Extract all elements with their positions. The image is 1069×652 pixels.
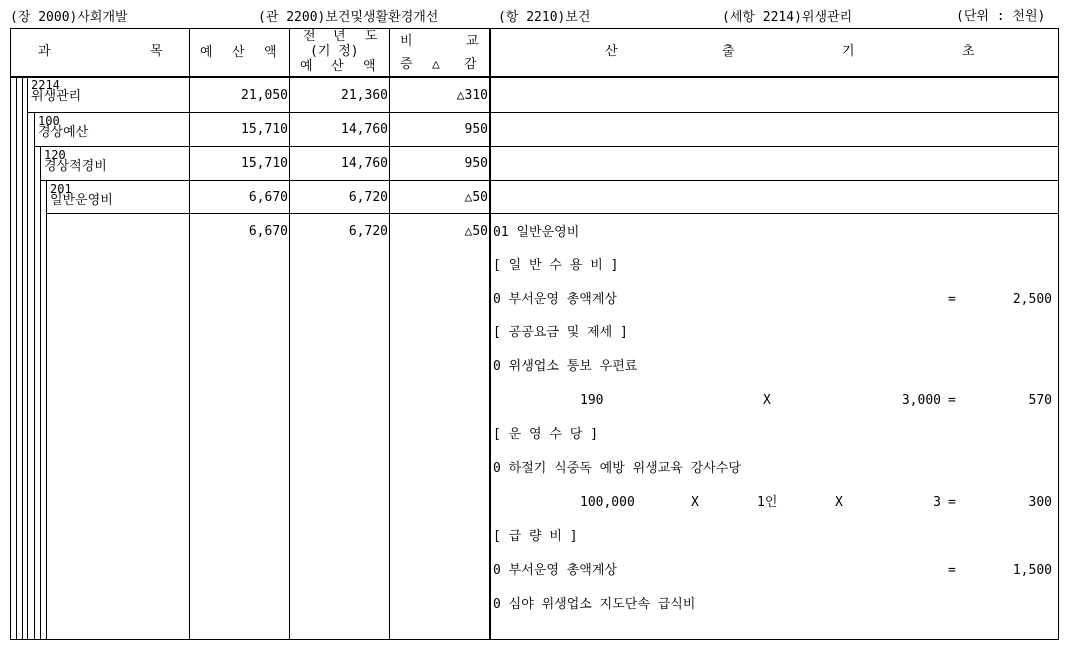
nesting-line	[34, 112, 35, 639]
section-label: (관 2200)보건및생활환경개선	[258, 10, 439, 25]
col-divider	[189, 28, 190, 640]
detail-prev: 6,720	[348, 224, 388, 239]
header-basis-1: 산	[605, 44, 618, 59]
header-prev-1a: 전	[303, 29, 316, 44]
item-label: (항 2210)보건	[498, 10, 591, 25]
basis-amount: 2,500	[1012, 292, 1052, 307]
table-top-border	[10, 28, 1059, 29]
basis-line: 0 하절기 식중독 예방 위생교육 강사수당	[493, 461, 741, 476]
nesting-line	[46, 180, 47, 639]
basis-equals: =	[948, 393, 956, 408]
basis-unit-price: 3,000	[901, 393, 941, 408]
table-right-border	[1058, 28, 1059, 640]
table-row-name	[44, 150, 107, 172]
row-prev: 14,760	[341, 122, 388, 137]
header-compare-1b: 교	[466, 34, 479, 49]
row-code: 100	[38, 114, 60, 128]
table-row-name	[31, 80, 81, 102]
basis-line: [ 공공요금 및 제세 ]	[493, 325, 628, 340]
row-budget: 15,710	[241, 122, 288, 137]
row-title: 경상예산	[38, 125, 89, 140]
detail-budget: 6,670	[248, 224, 288, 239]
row-diff: △310	[456, 88, 488, 103]
basis-equals: =	[948, 495, 956, 510]
header-basis-4: 초	[962, 44, 975, 59]
basis-line: [ 급 량 비 ]	[493, 529, 578, 544]
basis-line: [ 운 영 수 당 ]	[493, 427, 599, 442]
header-prev-1c: 도	[365, 29, 378, 44]
basis-unit-price: 100,000	[580, 495, 635, 510]
basis-line: 0 부서운영 총액계상	[493, 563, 617, 578]
table-left-border	[10, 28, 11, 639]
header-gwamok-2: 목	[150, 44, 163, 59]
basis-equals: =	[948, 563, 956, 578]
row-prev: 21,360	[341, 88, 388, 103]
basis-times: X	[835, 495, 843, 510]
subitem-label: (세항 2214)위생관리	[722, 10, 853, 25]
row-diff: 950	[464, 156, 488, 171]
col-divider	[389, 28, 390, 640]
header-compare-2c: 감	[464, 57, 477, 72]
header-prev-3c: 액	[363, 59, 376, 74]
table-row-name	[50, 184, 113, 206]
basis-amount: 300	[1028, 495, 1052, 510]
nesting-line	[27, 76, 28, 639]
row-budget: 21,050	[241, 88, 288, 103]
basis-persons: 1인	[757, 495, 778, 510]
basis-line: 0 부서운영 총액계상	[493, 292, 617, 307]
header-budget-2: 산	[232, 45, 245, 60]
basis-line: 0 심야 위생업소 지도단속 급식비	[493, 597, 696, 612]
row-prev: 6,720	[348, 190, 388, 205]
row-prev: 14,760	[341, 156, 388, 171]
row-divider	[47, 213, 1059, 214]
row-divider	[27, 112, 1059, 113]
header-budget-1: 예	[200, 45, 213, 60]
header-prev-1b: 년	[333, 29, 346, 44]
header-bottom-border	[10, 76, 1059, 78]
header-compare-2b: △	[432, 57, 440, 72]
header-basis-3: 기	[842, 44, 855, 59]
row-title: 일반운영비	[50, 193, 113, 208]
row-code: 201	[50, 182, 72, 196]
basis-amount: 1,500	[1012, 563, 1052, 578]
nesting-line	[16, 76, 17, 639]
header-gwamok-1: 과	[38, 44, 51, 59]
header-basis-2: 출	[722, 44, 735, 59]
row-budget: 6,670	[248, 190, 288, 205]
row-code: 120	[44, 148, 66, 162]
unit-label: (단위 : 천원)	[956, 9, 1046, 24]
row-diff: △50	[464, 190, 488, 205]
header-prev-2: (기 정)	[310, 44, 359, 59]
header-compare-2a: 증	[400, 57, 413, 72]
col-divider	[289, 28, 290, 640]
table-bottom-border	[10, 639, 1059, 640]
row-divider	[41, 180, 1059, 181]
chapter-label: (장 2000)사회개발	[10, 10, 128, 25]
detail-diff: △50	[464, 224, 488, 239]
basis-line: 0 위생업소 통보 우편료	[493, 359, 638, 374]
row-diff: 950	[464, 122, 488, 137]
basis-count: 3	[933, 495, 941, 510]
col-divider	[489, 28, 491, 640]
row-title: 경상적경비	[44, 159, 107, 174]
header-prev-3b: 산	[331, 59, 344, 74]
basis-equals: =	[948, 292, 956, 307]
row-budget: 15,710	[241, 156, 288, 171]
nesting-line	[40, 146, 41, 639]
basis-times: X	[691, 495, 699, 510]
header-prev-3a: 예	[300, 59, 313, 74]
basis-line: [ 일 반 수 용 비 ]	[493, 258, 619, 273]
table-row-name	[38, 116, 88, 138]
basis-line: 01 일반운영비	[493, 225, 580, 240]
row-code: 2214	[31, 78, 60, 92]
basis-qty: 190	[580, 393, 604, 408]
header-compare-1a: 비	[400, 34, 413, 49]
basis-amount: 570	[1028, 393, 1052, 408]
header-budget-3: 액	[264, 45, 277, 60]
row-title: 위생관리	[31, 89, 82, 104]
basis-times: X	[763, 393, 771, 408]
nesting-line	[22, 76, 23, 639]
